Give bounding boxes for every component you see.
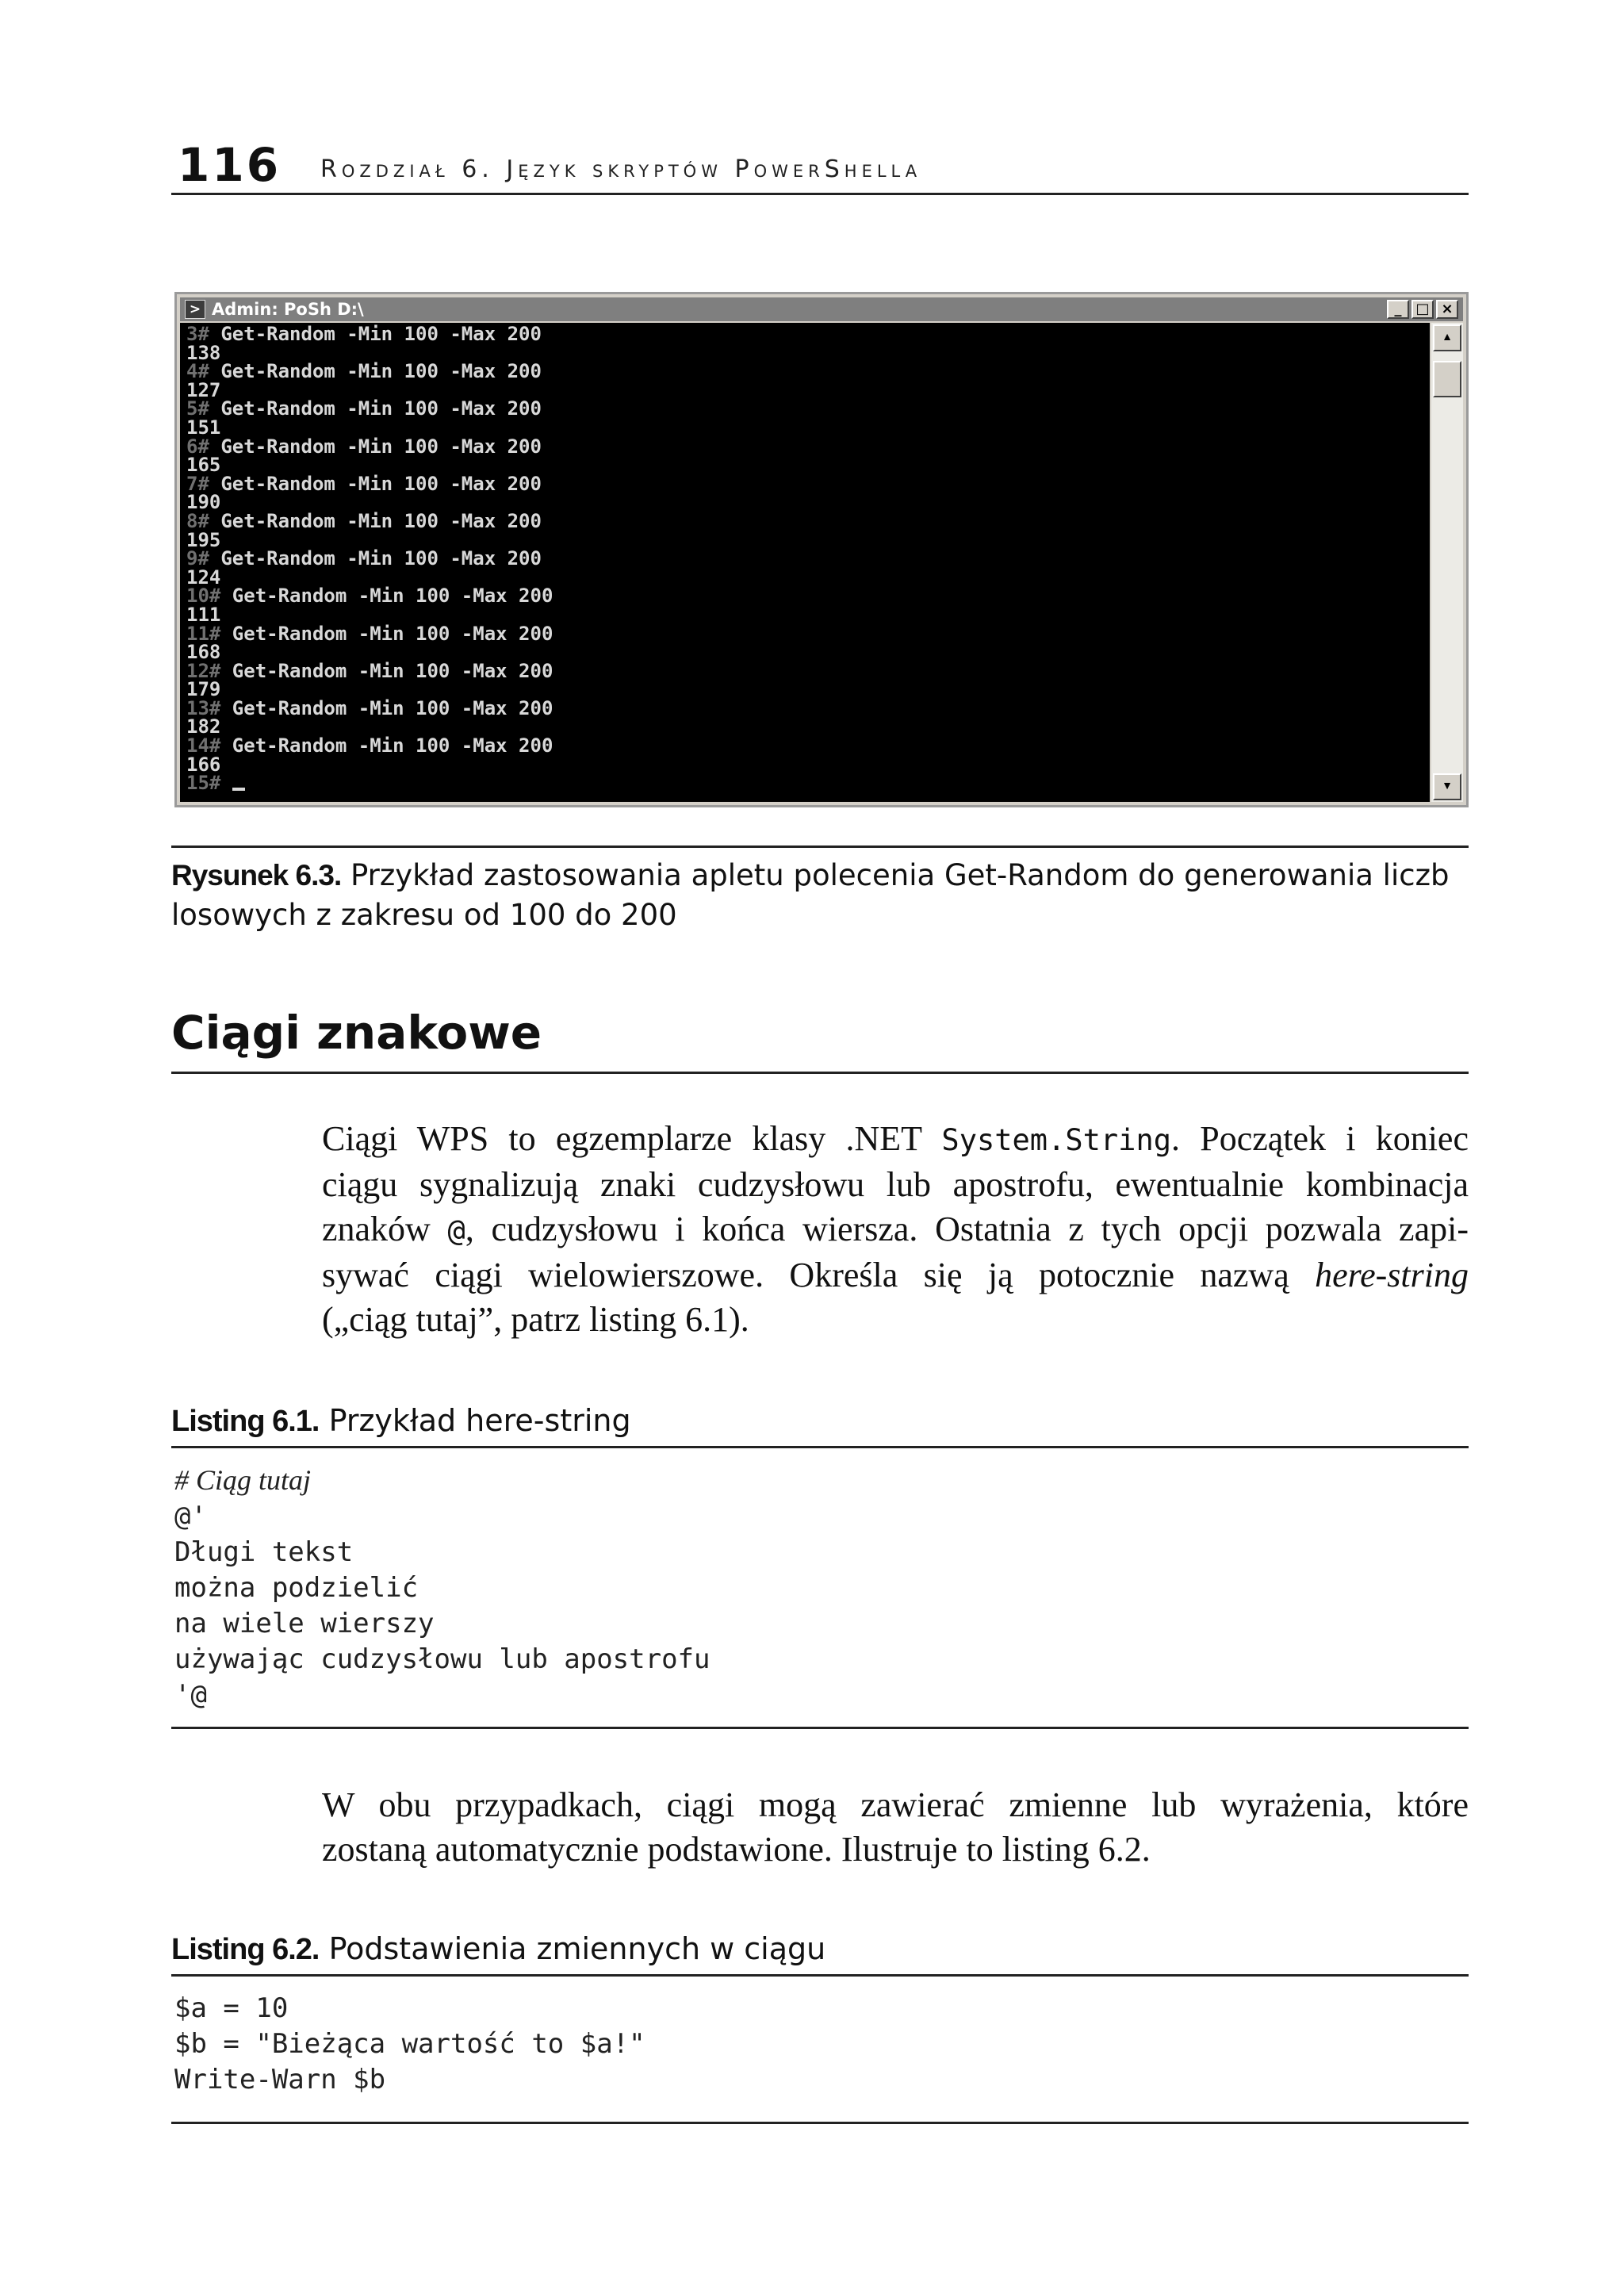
figure-caption (171, 845, 1469, 935)
console-text: Get-Random -Min 100 -Max 200 (220, 696, 553, 719)
console-prompt: 10# (186, 585, 221, 608)
listing-heading (171, 1927, 1469, 1977)
console-prompt: 14# (186, 734, 221, 757)
listing-heading (171, 1399, 1469, 1448)
console-text: Get-Random -Min 100 -Max 200 (209, 360, 542, 383)
console-text: 124 (186, 566, 221, 589)
console-text: 111 (186, 603, 221, 626)
console-line (186, 435, 1430, 458)
powershell-icon: > (185, 300, 205, 319)
console-cursor (232, 788, 245, 791)
console-text: Get-Random -Min 100 -Max 200 (209, 472, 542, 495)
code-line: $a = 10 (174, 1992, 289, 2024)
maximize-button[interactable]: □ (1411, 300, 1434, 319)
console-prompt: 6# (186, 435, 209, 458)
console-text: 182 (186, 715, 221, 738)
console-text: 127 (186, 378, 221, 401)
code-line: Długi tekst (174, 1536, 354, 1568)
body-paragraph: W obu przypadkach, ciągi mogą zawierać zmienne lub wyrażenia, które zostaną automatycznie podstawione. Ilustruje to listing 6.2. (322, 1785, 1469, 1869)
inline-code: System.String (941, 1123, 1172, 1157)
code-line: można podzielić (174, 1572, 419, 1604)
console-line (186, 659, 1430, 682)
chapter-title: Rozdział 6. Język skryptów PowerShella (320, 155, 922, 183)
console-text: 168 (186, 641, 221, 664)
console-line (186, 547, 1430, 570)
console-line (186, 622, 1430, 645)
console-text: Get-Random -Min 100 -Max 200 (209, 509, 542, 532)
console-text: Get-Random -Min 100 -Max 200 (209, 547, 542, 570)
console-prompt: 12# (186, 659, 221, 682)
console-text: Get-Random -Min 100 -Max 200 (220, 659, 553, 682)
console-text: 195 (186, 528, 221, 551)
code-line: używając cudzysłowu lub apostrofu (174, 1643, 710, 1675)
console-line (186, 472, 1430, 495)
console-line (186, 509, 1430, 532)
console-prompt: 4# (186, 360, 209, 383)
console-text: 151 (186, 416, 221, 439)
console-prompt: 15# (186, 772, 221, 795)
console-text (220, 772, 232, 794)
listing-title: Przykład here-string (328, 1403, 631, 1438)
console-text: Get-Random -Min 100 -Max 200 (220, 585, 553, 608)
console-text: 138 (186, 341, 221, 364)
code-line: '@ (174, 1679, 207, 1711)
console-prompt: 5# (186, 397, 209, 420)
section-title: Ciągi znakowe (171, 1001, 1469, 1074)
console-prompt: 7# (186, 472, 209, 495)
emphasis-term: here-string (1315, 1256, 1469, 1294)
close-button[interactable]: × (1436, 300, 1458, 319)
figure-caption-text: Przykład zastosowania apletu polecenia Get-Random do generowania liczb losowych z zakresu od 100 do 200 (171, 858, 1450, 932)
window-controls (1387, 300, 1458, 319)
running-head (171, 135, 1469, 195)
window-titlebar[interactable] (180, 297, 1463, 321)
console-text: Get-Random -Min 100 -Max 200 (209, 435, 542, 458)
body-paragraph: Ciągi WPS to egzemplarze klasy .NET System.String. Początek i koniec ciągu sygnalizują znaki cudzysłowu lub apostrofu, ewentualnie kombinacja znaków @, cudzysłowu i końca wiersza. Ostatnia z tych opcji pozwala zapi- sywać ciągi wielowierszowe. Określa się ją potocznie nazwą here-string („ciąg tutaj”, patrz listing 6.1). (322, 1119, 1469, 1339)
console-prompt: 13# (186, 696, 221, 719)
listing-label: Listing 6.1. (171, 1405, 320, 1438)
console-line (186, 774, 1430, 793)
code-comment: # Ciąg tutaj (174, 1464, 312, 1496)
code-line: $b = "Bieżąca wartość to $a!" (174, 2028, 645, 2060)
console-line (186, 753, 1430, 776)
console-text: 166 (186, 753, 221, 776)
console-text: 190 (186, 491, 221, 514)
code-listing (171, 1455, 1469, 1729)
console-text: 165 (186, 454, 221, 477)
console-line (186, 325, 1430, 344)
page-number: 116 (178, 138, 282, 192)
console-prompt: 11# (186, 622, 221, 645)
scroll-thumb[interactable] (1433, 361, 1461, 397)
console-line (186, 362, 1430, 382)
scroll-down-icon[interactable]: ▼ (1433, 773, 1461, 800)
console-text: Get-Random -Min 100 -Max 200 (209, 397, 542, 420)
code-listing (171, 1983, 1469, 2124)
console-line (186, 696, 1430, 719)
console-prompt: 9# (186, 547, 209, 570)
console-text: Get-Random -Min 100 -Max 200 (220, 622, 553, 645)
code-line: Write-Warn $b (174, 2064, 386, 2096)
minimize-button[interactable]: _ (1387, 300, 1409, 319)
console-window (174, 292, 1469, 807)
console-prompt: 8# (186, 509, 209, 532)
console-line (186, 397, 1430, 420)
listing-label: Listing 6.2. (171, 1933, 320, 1966)
console-prompt: 3# (186, 323, 209, 345)
code-line: @' (174, 1501, 207, 1532)
console-text: 179 (186, 678, 221, 701)
console-line (186, 587, 1430, 606)
vertical-scrollbar[interactable] (1431, 323, 1463, 802)
window-title: Admin: PoSh D:\ (212, 300, 364, 319)
listing-title: Podstawienia zmiennych w ciągu (328, 1931, 826, 1966)
scroll-up-icon[interactable]: ▲ (1433, 324, 1461, 351)
console-output[interactable] (180, 323, 1430, 802)
console-line (186, 734, 1430, 757)
figure-label: Rysunek 6.3. (171, 859, 342, 892)
code-line: na wiele wierszy (174, 1608, 435, 1639)
console-text: Get-Random -Min 100 -Max 200 (220, 734, 553, 757)
inline-code: @ (447, 1214, 465, 1248)
console-text: Get-Random -Min 100 -Max 200 (209, 323, 542, 345)
